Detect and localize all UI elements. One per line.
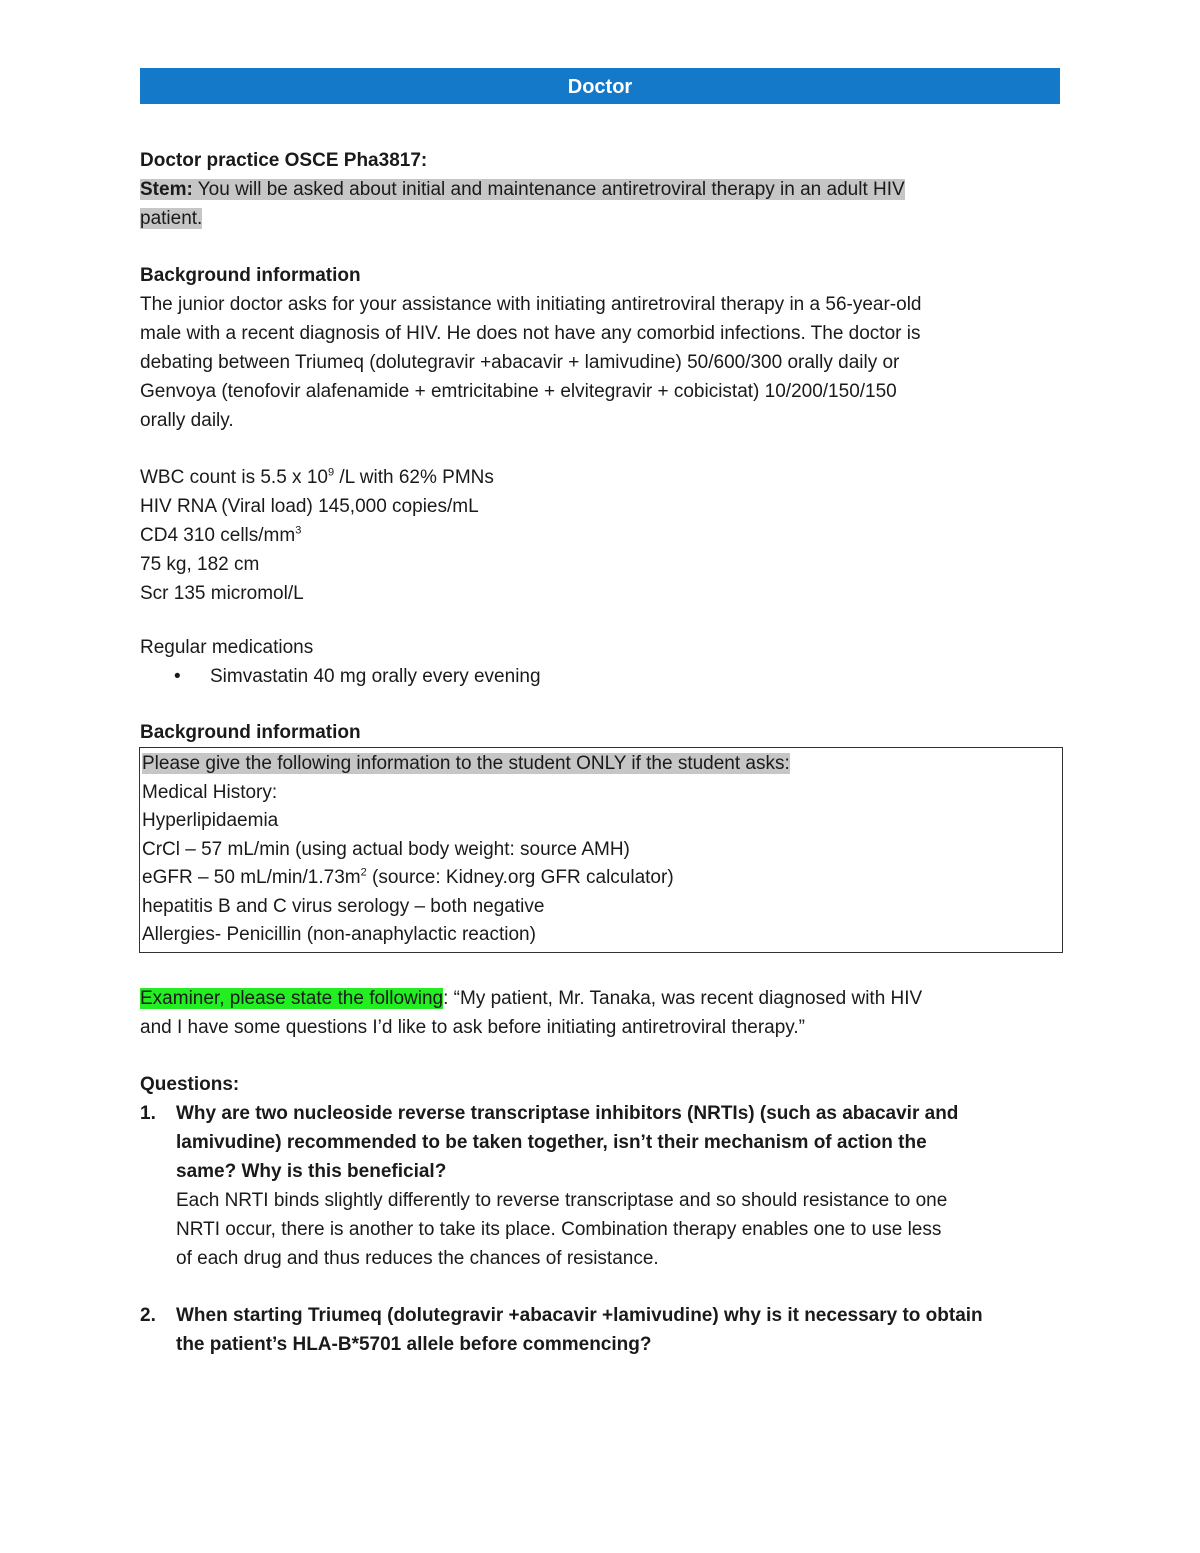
- question-number: 2.: [140, 1304, 156, 1326]
- weight-height-line: 75 kg, 182 cm: [140, 554, 260, 575]
- stem-line-1: [140, 175, 1060, 204]
- osce-heading: Doctor practice OSCE Pha3817:: [140, 150, 428, 171]
- question-line: When starting Triumeq (dolutegravir +abacavir +lamivudine) why is it necessary to obtain: [176, 1304, 983, 1326]
- box-medical-history: Medical History:: [142, 781, 278, 803]
- box-allergies: Allergies- Penicillin (non-anaphylactic reaction): [142, 924, 536, 945]
- stem-text-2: patient.: [140, 208, 203, 229]
- list-item: [140, 662, 1060, 691]
- medications-heading: Regular medications: [140, 637, 314, 658]
- wbc-suffix: /L with 62% PMNs: [334, 467, 494, 488]
- examiner-line-1: [140, 984, 1060, 1013]
- background-heading: Background information: [140, 265, 361, 286]
- egfr-prefix: eGFR – 50 mL/min/1.73m: [142, 867, 361, 888]
- scr-line: Scr 135 micromol/L: [140, 583, 304, 604]
- wbc-exponent: 9: [327, 466, 335, 479]
- answer-line: of each drug and thus reduces the chances of resistance.: [176, 1247, 659, 1269]
- hiv-rna-line: HIV RNA (Viral load) 145,000 copies/mL: [140, 496, 479, 517]
- background-line: debating between Triumeq (dolutegravir +abacavir + lamivudine) 50/600/300 orally daily or: [140, 352, 900, 373]
- cd4-prefix: CD4 310 cells/mm: [140, 525, 296, 546]
- list-item: [140, 1301, 1060, 1359]
- examiner-label: Examiner, please state the following: [140, 987, 444, 1009]
- box-hepatitis: hepatitis B and C virus serology – both negative: [142, 895, 545, 917]
- bullet-icon: •: [174, 666, 181, 687]
- page-title: Doctor: [140, 68, 1060, 104]
- question-line: Why are two nucleoside reverse transcriptase inhibitors (NRTIs) (such as abacavir and: [176, 1102, 959, 1124]
- questions-list: [140, 1099, 1060, 1359]
- wbc-prefix: WBC count is 5.5 x 10: [140, 467, 328, 488]
- medication-item: Simvastatin 40 mg orally every evening: [210, 666, 541, 687]
- egfr-exponent: 2: [360, 866, 367, 879]
- medication-list: [140, 662, 1060, 691]
- egfr-suffix: (source: Kidney.org GFR calculator): [366, 867, 674, 888]
- wbc-line: [140, 463, 1060, 492]
- stem-text: You will be asked about initial and maintenance antiretroviral therapy in an adult HIV: [192, 179, 905, 200]
- examiner-text: “My patient, Mr. Tanaka, was recent diagnosed with HIV: [448, 987, 923, 1009]
- examiner-colon: :: [443, 987, 449, 1009]
- background-line: The junior doctor asks for your assistance with initiating antiretroviral therapy in a 56-year-old: [140, 294, 922, 315]
- answer-line: Each NRTI binds slightly differently to reverse transcriptase and so should resistance to one: [176, 1189, 948, 1211]
- questions-heading: Questions:: [140, 1073, 240, 1095]
- answer-line: NRTI occur, there is another to take its place. Combination therapy enables one to use less: [176, 1218, 942, 1240]
- stem-line-2: [140, 204, 1060, 233]
- document-page: [140, 68, 1060, 1359]
- box-crcl: CrCl – 57 mL/min (using actual body weight: source AMH): [142, 838, 630, 860]
- cd4-exponent: 3: [295, 524, 302, 537]
- list-item: [140, 1099, 1060, 1273]
- cd4-line: [140, 521, 1060, 550]
- background-info-box: [139, 747, 1063, 953]
- box-instruction-text: Please give the following information to the student ONLY if the student asks:: [142, 753, 790, 774]
- background-box-heading: Background information: [140, 722, 361, 743]
- question-line: lamivudine) recommended to be taken together, isn’t their mechanism of action the: [176, 1131, 927, 1153]
- question-line: same? Why is this beneficial?: [176, 1160, 447, 1182]
- background-line: orally daily.: [140, 410, 234, 431]
- stem-label: Stem:: [140, 179, 193, 200]
- box-instruction: [142, 750, 1059, 779]
- background-line: Genvoya (tenofovir alafenamide + emtricitabine + elvitegravir + cobicistat) 10/200/150/150: [140, 381, 897, 402]
- box-hyperlipid: Hyperlipidaemia: [142, 810, 279, 831]
- examiner-line-2: and I have some questions I’d like to ask before initiating antiretroviral therapy.”: [140, 1016, 805, 1038]
- box-egfr: [142, 864, 1059, 893]
- question-line: the patient’s HLA-B*5701 allele before commencing?: [176, 1333, 652, 1355]
- question-number: 1.: [140, 1102, 156, 1124]
- background-line: male with a recent diagnosis of HIV. He does not have any comorbid infections. The doctor is: [140, 323, 921, 344]
